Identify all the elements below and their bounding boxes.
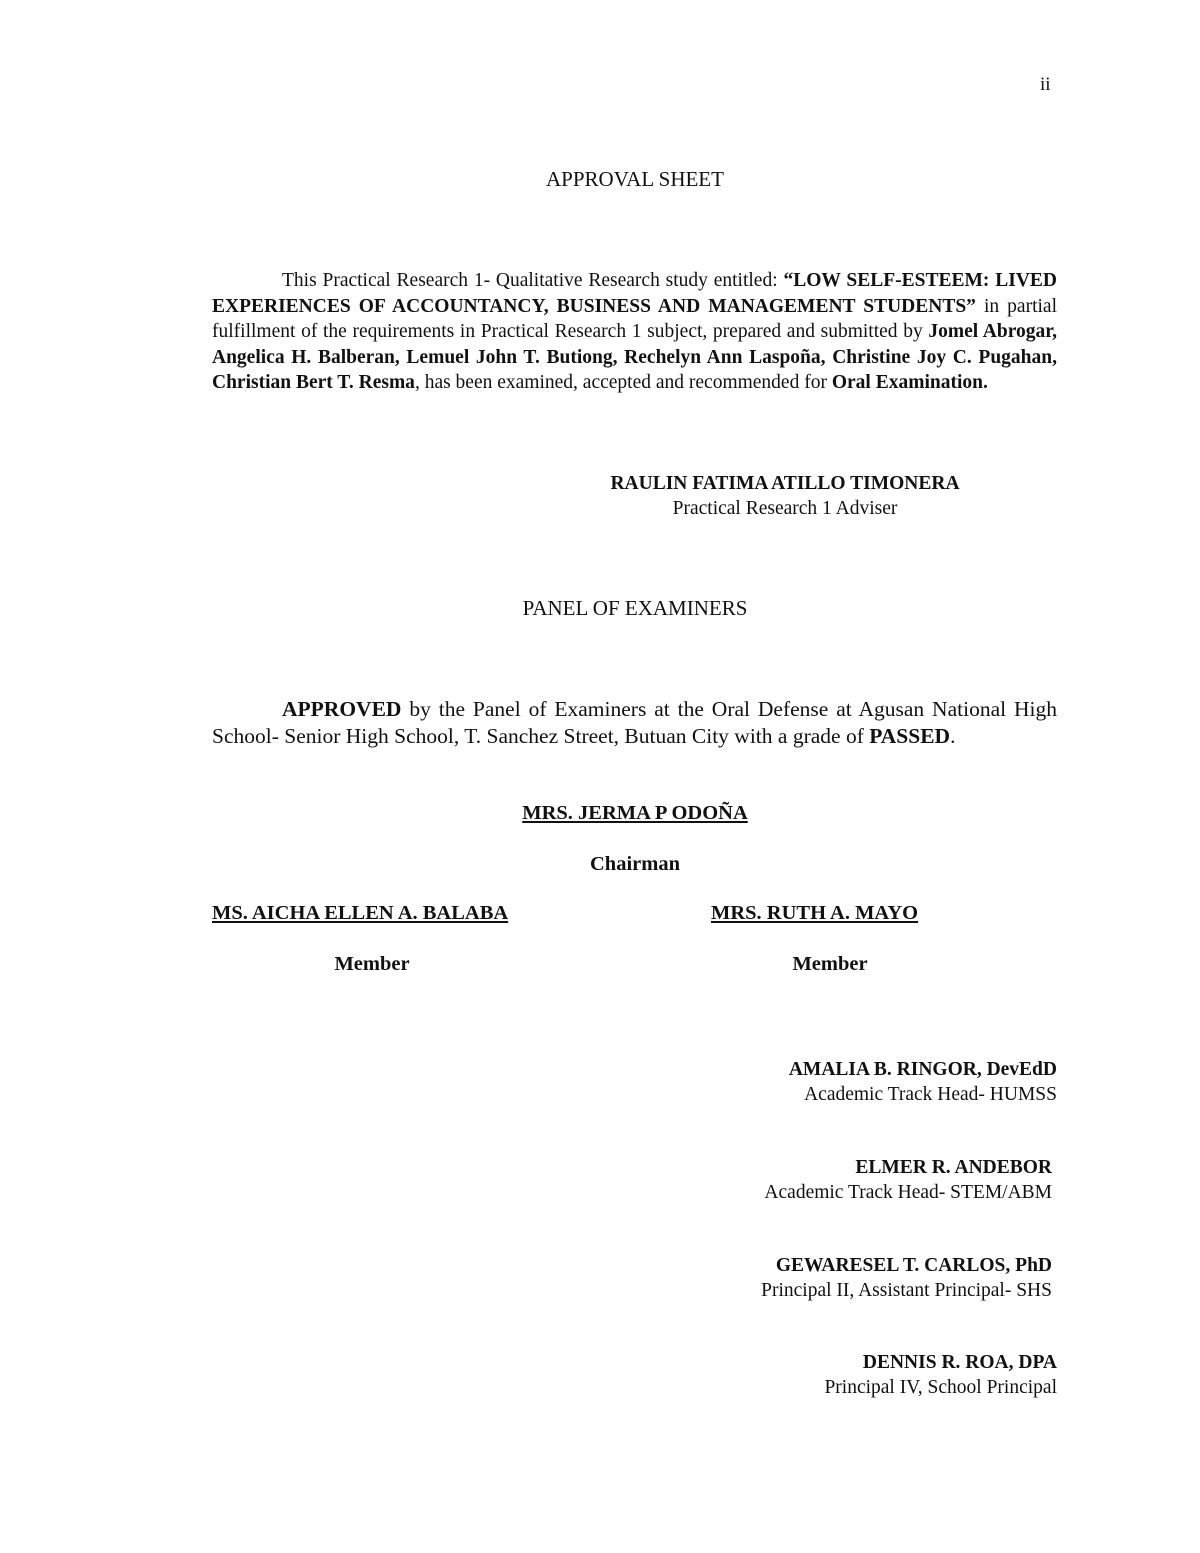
official-2-role: Academic Track Head- STEM/ABM	[764, 1182, 1052, 1203]
official-2-signature	[764, 1155, 1052, 1205]
grade: PASSED	[869, 724, 951, 748]
adviser-signature	[580, 471, 990, 521]
official-3-role: Principal II, Assistant Principal- SHS	[761, 1280, 1052, 1301]
study-title: “LOW SELF-ESTEEM: LIVED EXPERIENCES OF ACCOUNTANCY, BUSINESS AND MANAGEMENT STUDENTS”	[212, 270, 1057, 317]
official-2-name: ELMER R. ANDEBOR	[855, 1157, 1052, 1178]
member-2-block	[711, 902, 918, 925]
member-2-role: Member	[792, 953, 868, 975]
chairman-block	[0, 802, 1200, 825]
member-1-role: Member	[334, 953, 410, 975]
panel-title: PANEL OF EXAMINERS	[522, 596, 748, 620]
purpose: Oral Examination.	[831, 372, 988, 393]
member-1-block	[212, 902, 508, 925]
intro-middle: in partial fulfillment of the requirements in Practical Research 1 subject, prepared and submitted by	[212, 295, 1057, 342]
authors: Jomel Abrogar, Angelica H. Balberan, Lemuel John T. Butiong, Rechelyn Ann Laspoña, Christine Joy C. Pugahan, Christian Bert T. Resma	[212, 321, 1057, 393]
approved-word: APPROVED	[282, 697, 402, 721]
official-4-role: Principal IV, School Principal	[824, 1377, 1057, 1398]
chairman-role: Chairman	[590, 853, 680, 875]
intro-tail: , has been examined, accepted and recommended for	[414, 372, 832, 393]
adviser-role: Practical Research 1 Adviser	[672, 498, 898, 519]
member-1-name: MS. AICHA ELLEN A. BALABA	[212, 902, 509, 924]
official-4-name: DENNIS R. ROA, DPA	[862, 1352, 1057, 1373]
approval-paragraph	[212, 696, 1057, 750]
intro-paragraph	[212, 268, 1057, 396]
page-title: APPROVAL SHEET	[546, 167, 724, 191]
approval-text: by the Panel of Examiners at the Oral Defense at Agusan National High School- Senior High School, T. Sanchez Street, Butuan City with a grade of	[212, 697, 1057, 748]
official-3-name: GEWARESEL T. CARLOS, PhD	[775, 1255, 1052, 1276]
chairman-name: MRS. JERMA P ODOÑA	[522, 802, 748, 824]
approval-end: .	[950, 724, 956, 748]
adviser-name: RAULIN FATIMA ATILLO TIMONERA	[610, 473, 960, 494]
intro-lead: This Practical Research 1- Qualitative Research study entitled:	[282, 270, 784, 291]
page-number: ii	[1040, 74, 1051, 95]
official-1-signature	[789, 1057, 1057, 1107]
official-1-role: Academic Track Head- HUMSS	[804, 1084, 1057, 1105]
official-4-signature	[824, 1350, 1057, 1400]
official-1-name: AMALIA B. RINGOR, DevEdD	[788, 1059, 1057, 1080]
official-3-signature	[761, 1253, 1052, 1303]
member-2-name: MRS. RUTH A. MAYO	[711, 902, 919, 924]
